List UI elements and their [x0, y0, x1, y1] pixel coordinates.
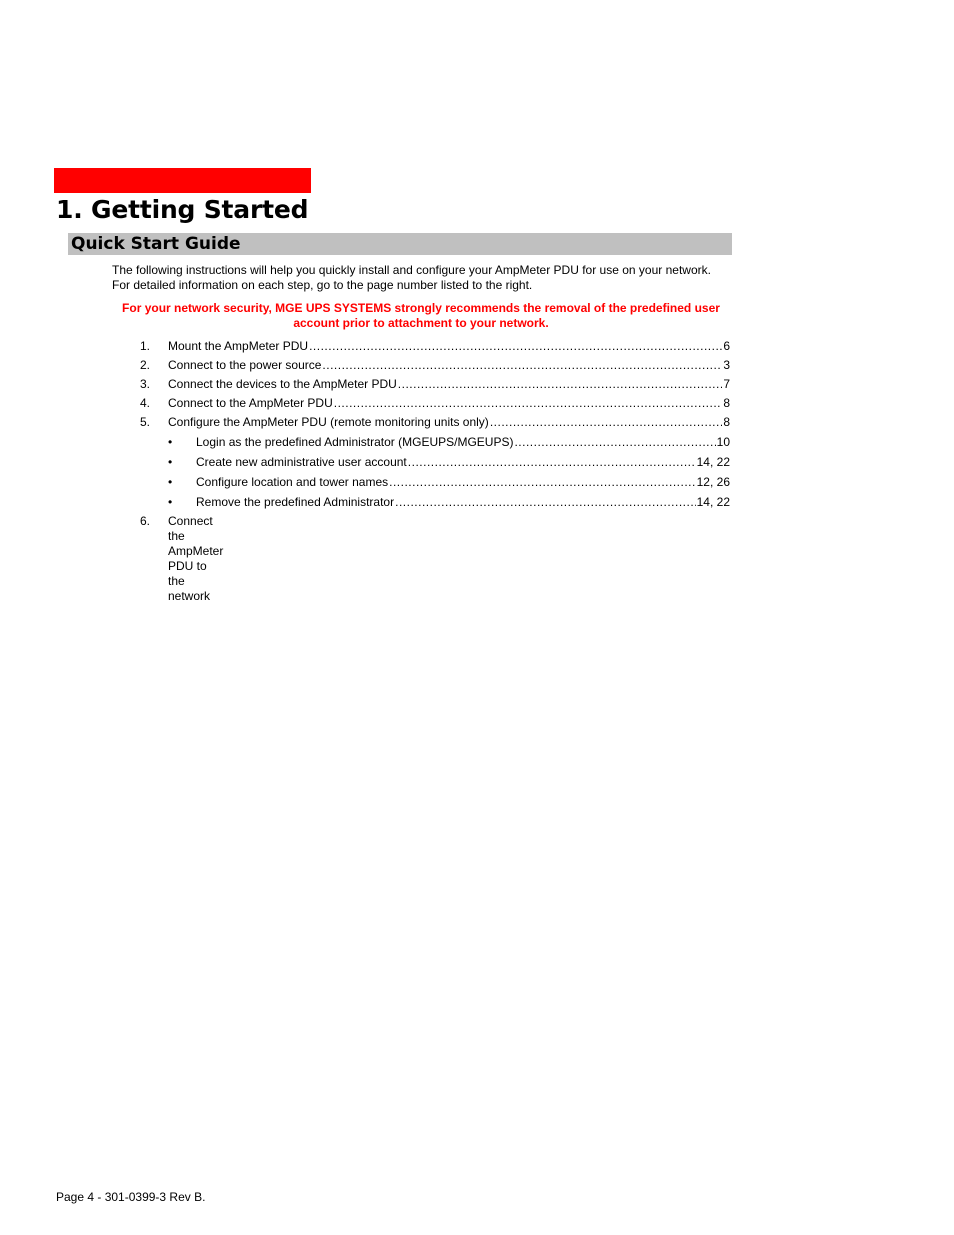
toc-entry: [196, 475, 730, 490]
bullet-icon: •: [168, 455, 173, 469]
toc-entry: [196, 495, 730, 510]
page-footer: Page 4 - 301-0399-3 Rev B.: [56, 1190, 206, 1204]
page-number: 14, 22: [696, 455, 730, 469]
step-label: Login as the predefined Administrator (MGEUPS/MGEUPS): [196, 435, 514, 449]
step-label: Connect to the power source: [168, 358, 322, 372]
toc-entry: [168, 358, 730, 373]
dot-leader: [309, 339, 722, 354]
step-label: Configure the AmpMeter PDU (remote monitoring units only): [168, 415, 489, 429]
toc-entry: [168, 396, 730, 411]
bullet-icon: •: [168, 475, 173, 489]
security-warning: For your network security, MGE UPS SYSTEMS strongly recommends the removal of the predefined user account prior to attachment to your network.: [122, 301, 720, 330]
dot-leader: [398, 377, 723, 392]
step-label: Mount the AmpMeter PDU: [168, 339, 309, 353]
step-number: 4.: [140, 396, 151, 410]
intro-paragraph: The following instructions will help you quickly install and configure your AmpMeter PDU for use on your network. For detailed information on each step, go to the page number listed to the right.: [112, 263, 711, 292]
dot-leader: [514, 435, 715, 450]
page-number: 14, 22: [696, 495, 730, 509]
dot-leader: [395, 495, 696, 510]
page-number: 12, 26: [696, 475, 730, 489]
bullet-icon: •: [168, 435, 173, 449]
step-number: 6.: [140, 514, 151, 528]
step-number: 3.: [140, 377, 151, 391]
toc-entry: [196, 455, 730, 470]
step-number: 1.: [140, 339, 151, 353]
page-number: 8: [723, 396, 730, 410]
step-label: Connect the AmpMeter PDU to the network: [168, 514, 224, 603]
step-label: Connect the devices to the AmpMeter PDU: [168, 377, 397, 391]
page-number: 8: [723, 415, 730, 429]
step-label: Configure location and tower names: [196, 475, 389, 489]
step-label: Create new administrative user account: [196, 455, 407, 469]
step-label: Connect to the AmpMeter PDU: [168, 396, 333, 410]
dot-leader: [408, 455, 696, 470]
page-number: 7: [723, 377, 730, 391]
bullet-icon: •: [168, 495, 173, 509]
toc-entry: [168, 377, 730, 392]
section-header-bar: [68, 233, 732, 255]
page-number: 10: [716, 435, 730, 449]
page-number: 6: [723, 339, 730, 353]
chapter-title: 1. Getting Started: [56, 195, 309, 224]
chapter-accent-bar: [54, 168, 311, 193]
toc-entry: [168, 339, 730, 354]
page-number: 3: [723, 358, 730, 372]
dot-leader: [334, 396, 723, 411]
dot-leader: [389, 475, 696, 490]
toc-entry: [196, 435, 730, 450]
dot-leader: [322, 358, 722, 373]
toc-entry: [168, 415, 730, 430]
step-number: 5.: [140, 415, 151, 429]
step-label: Remove the predefined Administrator: [196, 495, 395, 509]
dot-leader: [490, 415, 723, 430]
step-number: 2.: [140, 358, 151, 372]
section-title: Quick Start Guide: [71, 234, 241, 254]
